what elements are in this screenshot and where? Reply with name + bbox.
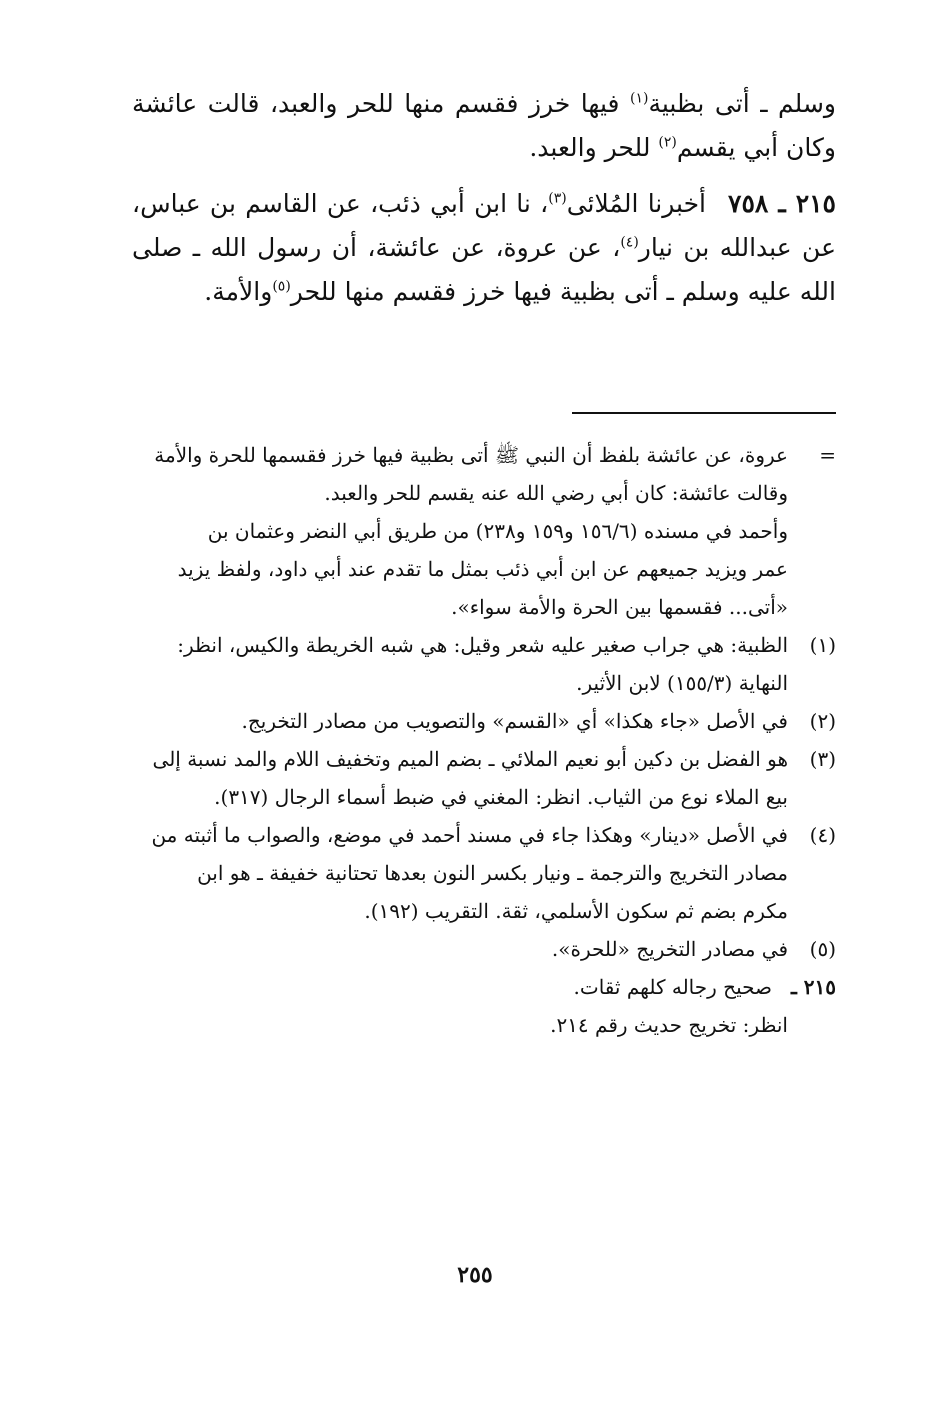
page-number: ٢٥٥ — [457, 1262, 493, 1288]
footnote-text — [132, 702, 788, 740]
footnote-line: مصادر التخريج والترجمة ـ ونيار بكسر النون بعدها تحتانية خفيفة ـ هو ابن — [197, 861, 788, 885]
footnote-mark: (٢) — [809, 709, 836, 733]
text-run: وسلم ـ أتى بظبية — [648, 89, 836, 118]
footnote-ref-4[interactable]: (٤) — [620, 234, 639, 251]
footnote-line: الظبية: هي جراب صغير عليه شعر وقيل: هي شبه الخريطة والكيس، انظر: — [177, 633, 788, 657]
continuation-paragraph — [132, 82, 836, 170]
footnote-line: وأحمد في مسنده (١٥٦/٦ و١٥٩ و٢٣٨) من طريق أبي النضر وعثمان بن — [207, 519, 788, 543]
footnote-line: مكرم بضم ثم سكون الأسلمي، ثقة. التقريب (١٩٢). — [364, 899, 788, 923]
footnote-line: في مصادر التخريج «للحرة». — [551, 937, 788, 961]
footnote-ref-2[interactable]: (٢) — [658, 134, 677, 151]
footnotes-section — [132, 436, 836, 1044]
footnote-separator — [572, 412, 836, 414]
grading-text: صحيح رجاله كلهم ثقات. — [573, 975, 772, 999]
footnote-text — [132, 930, 788, 968]
footnote-3 — [132, 740, 836, 816]
footnote-mark: (٤) — [809, 823, 836, 847]
footnote-text — [132, 816, 788, 930]
footnote-2 — [132, 702, 836, 740]
footnote-mark: (٥) — [809, 937, 836, 961]
hadith-paragraph — [132, 182, 836, 314]
footnote-5 — [132, 930, 836, 968]
text-run: أخبرنا المُلائى — [566, 189, 707, 218]
footnote-text — [132, 436, 788, 626]
grading-reference-text: انظر: تخريج حديث رقم ٢١٤. — [550, 1013, 788, 1037]
footnote-line: هو الفضل بن دكين أبو نعيم الملائي ـ بضم الميم وتخفيف اللام والمد نسبة إلى — [152, 747, 788, 771]
footnote-ref-3[interactable]: (٣) — [548, 190, 567, 207]
text-run: ، نا ابن أبي ذئب، عن القاسم بن عباس، عن عبدالله بن نيار — [132, 189, 837, 262]
footnote-ref-5[interactable]: (٥) — [272, 278, 291, 295]
text-run: ، عن عروة، عن عائشة، أن رسول الله ـ صلى الله عليه وسلم ـ أتى بظبية فيها خرز فقسم منها للحر — [132, 233, 836, 306]
footnote-line: عروة، عن عائشة بلفظ أن النبي ﷺ أتى بظبية فيها خرز فقسمها للحرة والأمة — [154, 443, 788, 467]
grading-number: ٢١٥ ـ — [790, 975, 836, 999]
footnote-line: في الأصل «جاء هكذا» أي «القسم» والتصويب من مصادر التخريج. — [241, 709, 788, 733]
footnote-text — [132, 626, 788, 702]
text-run: فيها خرز فقسم منها للحر والعبد، قالت عائشة وكان أبي يقسم — [132, 89, 836, 162]
main-text — [132, 82, 836, 314]
footnote-line: في الأصل «دينار» وهكذا جاء في مسند أحمد في موضع، والصواب ما أثبته من — [151, 823, 788, 847]
footnote-line: وقالت عائشة: كان أبي رضي الله عنه يقسم للحر والعبد. — [324, 481, 788, 505]
footnote-4 — [132, 816, 836, 930]
text-run: والأمة. — [204, 277, 273, 306]
footnote-mark: (١) — [809, 633, 836, 657]
footnote-continuation — [132, 436, 836, 626]
text-run: للحر والعبد. — [529, 133, 659, 162]
continuation-mark: = — [819, 443, 836, 467]
footnote-line: النهاية (١٥٥/٣) لابن الأثير. — [576, 671, 788, 695]
hadith-number: ٢١٥ ـ ٧٥٨ — [728, 189, 836, 218]
footnote-1 — [132, 626, 836, 702]
footnote-mark: (٣) — [809, 747, 836, 771]
grading-reference — [132, 1006, 836, 1044]
footnote-line: بيع الملاء نوع من الثياب. انظر: المغني في ضبط أسماء الرجال (٣١٧). — [214, 785, 788, 809]
grading-note — [132, 968, 836, 1006]
footnote-line: «أتى... فقسمها بين الحرة والأمة سواء». — [451, 595, 788, 619]
footnote-ref-1[interactable]: (١) — [629, 90, 649, 107]
footnote-text — [132, 740, 788, 816]
footnote-line: عمر ويزيد جميعهم عن ابن أبي ذئب بمثل ما تقدم عند أبي داود، ولفظ يزيد — [177, 557, 788, 581]
